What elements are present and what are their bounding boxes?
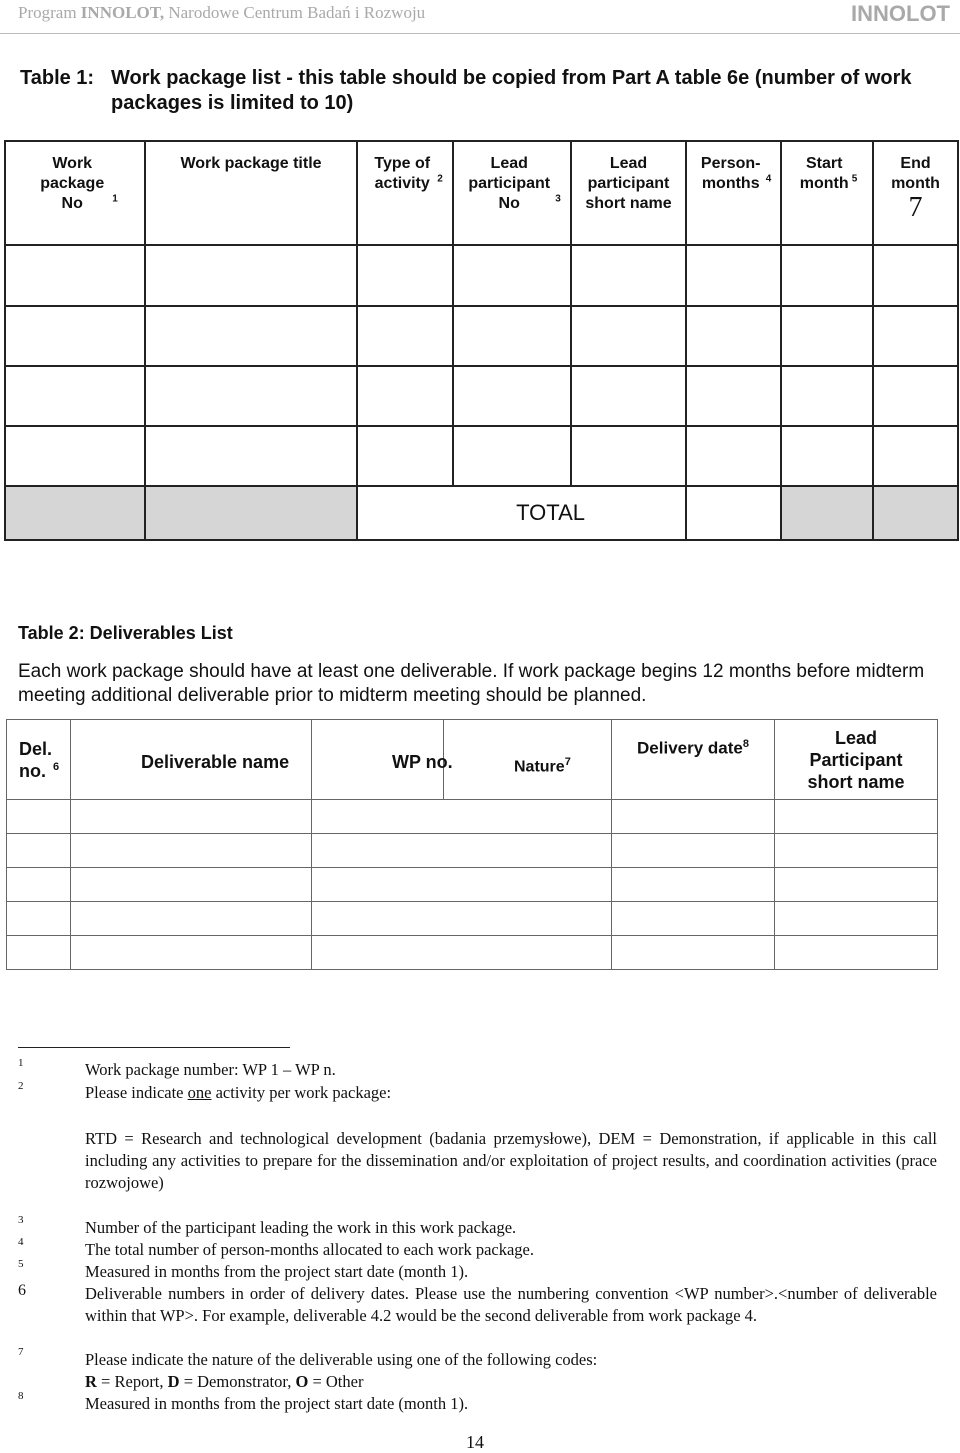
table-cell[interactable] [612, 868, 775, 902]
col-header-activity-type [357, 141, 453, 245]
footnote-3: Number of the participant leading the work in this work package. [85, 1218, 517, 1237]
col-header-wp-no [312, 720, 453, 800]
footnote-number: 8 [18, 1390, 24, 1402]
table-cell[interactable] [145, 306, 357, 366]
code-label: Other [325, 1372, 364, 1391]
col-header-text: Start month [799, 155, 849, 192]
col-header-text: Lead participant No [468, 155, 551, 212]
table-cell[interactable] [7, 868, 71, 902]
total-cell-shaded [145, 486, 357, 540]
footnote-1: Work package number: WP 1 – WP n. [85, 1060, 336, 1079]
table-cell[interactable] [873, 426, 958, 486]
table-cell[interactable] [873, 245, 958, 306]
table-cell[interactable] [444, 800, 612, 834]
code-separator: = [179, 1372, 198, 1391]
table-cell[interactable] [775, 902, 938, 936]
col-header-deliverable-name [71, 720, 312, 800]
footnote-ref: 8 [742, 738, 749, 750]
table-cell[interactable] [145, 366, 357, 426]
running-header-left: Program INNOLOT, Narodowe Centrum Badań i Rozwoju [18, 3, 426, 22]
table-cell[interactable] [612, 902, 775, 936]
col-header-nature [444, 720, 612, 800]
footnote-number: 7 [18, 1346, 24, 1358]
total-row [5, 486, 958, 540]
table-cell[interactable] [781, 426, 873, 486]
table-row [5, 366, 958, 426]
code-letter: R [85, 1372, 97, 1391]
footnote-number: 1 [18, 1057, 24, 1069]
table-cell[interactable] [145, 245, 357, 306]
table-row [7, 936, 938, 970]
table-cell[interactable] [453, 426, 571, 486]
table-cell[interactable] [312, 834, 444, 868]
table-cell[interactable] [7, 936, 71, 970]
table-cell[interactable] [453, 366, 571, 426]
deliverables-table [6, 719, 938, 970]
table-row [7, 902, 938, 936]
table-cell[interactable] [775, 834, 938, 868]
table-cell[interactable] [873, 306, 958, 366]
footnote-4: The total number of person-months allocated to each work package. [85, 1240, 535, 1259]
table-cell[interactable] [571, 366, 686, 426]
table-cell[interactable] [5, 426, 145, 486]
footnote-separator [18, 1047, 290, 1048]
col-header-lead-no [453, 141, 571, 245]
table-cell[interactable] [357, 426, 453, 486]
header-divider [0, 33, 960, 34]
table-cell[interactable] [775, 800, 938, 834]
table-row [7, 834, 938, 868]
footnote-2-detail: RTD = Research and technological development (badania przemysłowe), DEM = Demonstration, if applicable in this call including any activities to prepare for the dissemination and/or exploitation of project results, and coordination activities (prace rozwojowe) [85, 1129, 937, 1192]
table-cell[interactable] [781, 306, 873, 366]
footnote-2: Please indicate one activity per work package: [85, 1083, 392, 1102]
table-cell[interactable] [873, 366, 958, 426]
total-person-months-cell[interactable] [686, 486, 781, 540]
code-separator: = [96, 1372, 115, 1391]
table1-title: Work package list - this table should be copied from Part A table 6e (number of work packages is limited to 10) [111, 67, 912, 114]
table-header-row [7, 720, 938, 800]
table1-caption [20, 66, 950, 116]
table-cell[interactable] [453, 245, 571, 306]
table-cell[interactable] [7, 834, 71, 868]
table2-title: Table 2: Deliverables List [18, 623, 233, 643]
col-header-person-months [686, 141, 781, 245]
footnote-ref: 7 [564, 756, 571, 769]
table-row [7, 800, 938, 834]
table-cell[interactable] [781, 366, 873, 426]
table-cell[interactable] [312, 868, 444, 902]
table-cell[interactable] [71, 834, 312, 868]
table-cell[interactable] [71, 868, 312, 902]
table-row [5, 245, 958, 306]
table1-label: Table 1: [20, 67, 95, 89]
col-header-text: Person-months [700, 155, 761, 192]
footnote-ref: 2 [437, 173, 443, 185]
col-header-text: Nature [514, 758, 565, 776]
table-cell[interactable] [71, 936, 312, 970]
running-header-right: INNOLOT [851, 1, 950, 26]
footnote-ref: 5 [851, 173, 858, 185]
footnote-number: 3 [18, 1214, 24, 1226]
table-header-row [5, 141, 958, 245]
col-header-wp-title [145, 141, 357, 245]
table-cell[interactable] [453, 306, 571, 366]
table-row [5, 426, 958, 486]
code-letter: D [167, 1372, 180, 1391]
col-header-text: Type of activity [374, 155, 431, 192]
code-separator: = [308, 1372, 326, 1391]
table-cell[interactable] [612, 800, 775, 834]
table-cell[interactable] [444, 936, 612, 970]
footnote-number: 6 [18, 1282, 26, 1299]
table-cell[interactable] [571, 306, 686, 366]
col-header-text: Del. no. [19, 738, 53, 781]
col-header-wp-no [5, 141, 145, 245]
code-label: Demonstrator [197, 1372, 288, 1391]
footnote-ref: 7 [908, 192, 923, 223]
footnote-6: Deliverable numbers in order of delivery dates. Please use the numbering convention <WP number>.<number of deliverable within that WP>. For example, deliverable 4.2 would be the second deliverable from work package 4. [85, 1284, 937, 1325]
table-cell[interactable] [71, 902, 312, 936]
table-cell[interactable] [444, 834, 612, 868]
code-label: Report [114, 1372, 160, 1391]
table-cell[interactable] [775, 936, 938, 970]
table-cell[interactable] [5, 306, 145, 366]
table-cell[interactable] [571, 245, 686, 306]
col-header-text: Delivery date [637, 738, 743, 758]
table-cell[interactable] [357, 245, 453, 306]
footnote-ref: 1 [112, 193, 118, 205]
footnote-number: 5 [18, 1258, 24, 1270]
code-letter: O [295, 1372, 309, 1391]
table-cell[interactable] [686, 306, 781, 366]
footnote-number: 4 [18, 1236, 24, 1248]
col-header-end-month [873, 141, 958, 245]
table-row [7, 868, 938, 902]
table-cell[interactable] [7, 800, 71, 834]
table-cell[interactable] [145, 426, 357, 486]
footnote-ref: 6 [53, 760, 60, 773]
footnote-ref: 3 [555, 193, 561, 205]
table-cell[interactable] [781, 245, 873, 306]
total-cell-shaded [781, 486, 873, 540]
table-cell[interactable] [312, 800, 444, 834]
page-number: 14 [466, 1432, 484, 1452]
table-cell[interactable] [357, 366, 453, 426]
col-header-text: WP no. [392, 752, 453, 772]
table2-intro: Each work package should have at least one deliverable. If work package begins 12 months before midterm meeting additional deliverable prior to midterm meeting should be planned. [18, 661, 925, 706]
total-label: TOTAL [357, 486, 686, 540]
table-cell[interactable] [357, 306, 453, 366]
col-header-text: Work package title [180, 155, 322, 172]
footnote-number: 2 [18, 1080, 24, 1092]
footnote-5: Measured in months from the project start date (month 1). [85, 1262, 469, 1281]
col-header-text: Lead participant short name [585, 155, 672, 212]
work-package-table [4, 140, 959, 541]
col-header-text: End month [891, 155, 940, 192]
table-cell[interactable] [686, 426, 781, 486]
col-header-text: Work package No [40, 155, 105, 212]
table-cell[interactable] [612, 936, 775, 970]
col-header-delivery-date [612, 720, 775, 800]
footnote-7: Please indicate the nature of the deliverable using one of the following codes: [85, 1350, 598, 1369]
col-header-lead-short-name [571, 141, 686, 245]
table-cell[interactable] [7, 902, 71, 936]
col-header-del-no [7, 720, 71, 800]
table-cell[interactable] [312, 902, 444, 936]
table-cell[interactable] [5, 245, 145, 306]
table-cell[interactable] [444, 902, 612, 936]
col-header-lead-participant [775, 720, 938, 800]
table-cell[interactable] [775, 868, 938, 902]
total-cell-shaded [5, 486, 145, 540]
table-cell[interactable] [5, 366, 145, 426]
table-row [5, 306, 958, 366]
col-header-text: Lead Participant short name [807, 727, 905, 792]
table-cell[interactable] [312, 936, 444, 970]
table-cell[interactable] [686, 366, 781, 426]
total-cell-shaded [873, 486, 958, 540]
table-cell[interactable] [612, 834, 775, 868]
footnote-8: Measured in months from the project start date (month 1). [85, 1394, 469, 1413]
footnote-ref: 4 [765, 173, 772, 185]
table-cell[interactable] [686, 245, 781, 306]
table-cell[interactable] [571, 426, 686, 486]
table-cell[interactable] [444, 868, 612, 902]
col-header-start-month [781, 141, 873, 245]
table-cell[interactable] [71, 800, 312, 834]
nature-codes: R = Report, D = Demonstrator, O = Other [85, 1372, 364, 1391]
col-header-text: Deliverable name [141, 752, 290, 772]
